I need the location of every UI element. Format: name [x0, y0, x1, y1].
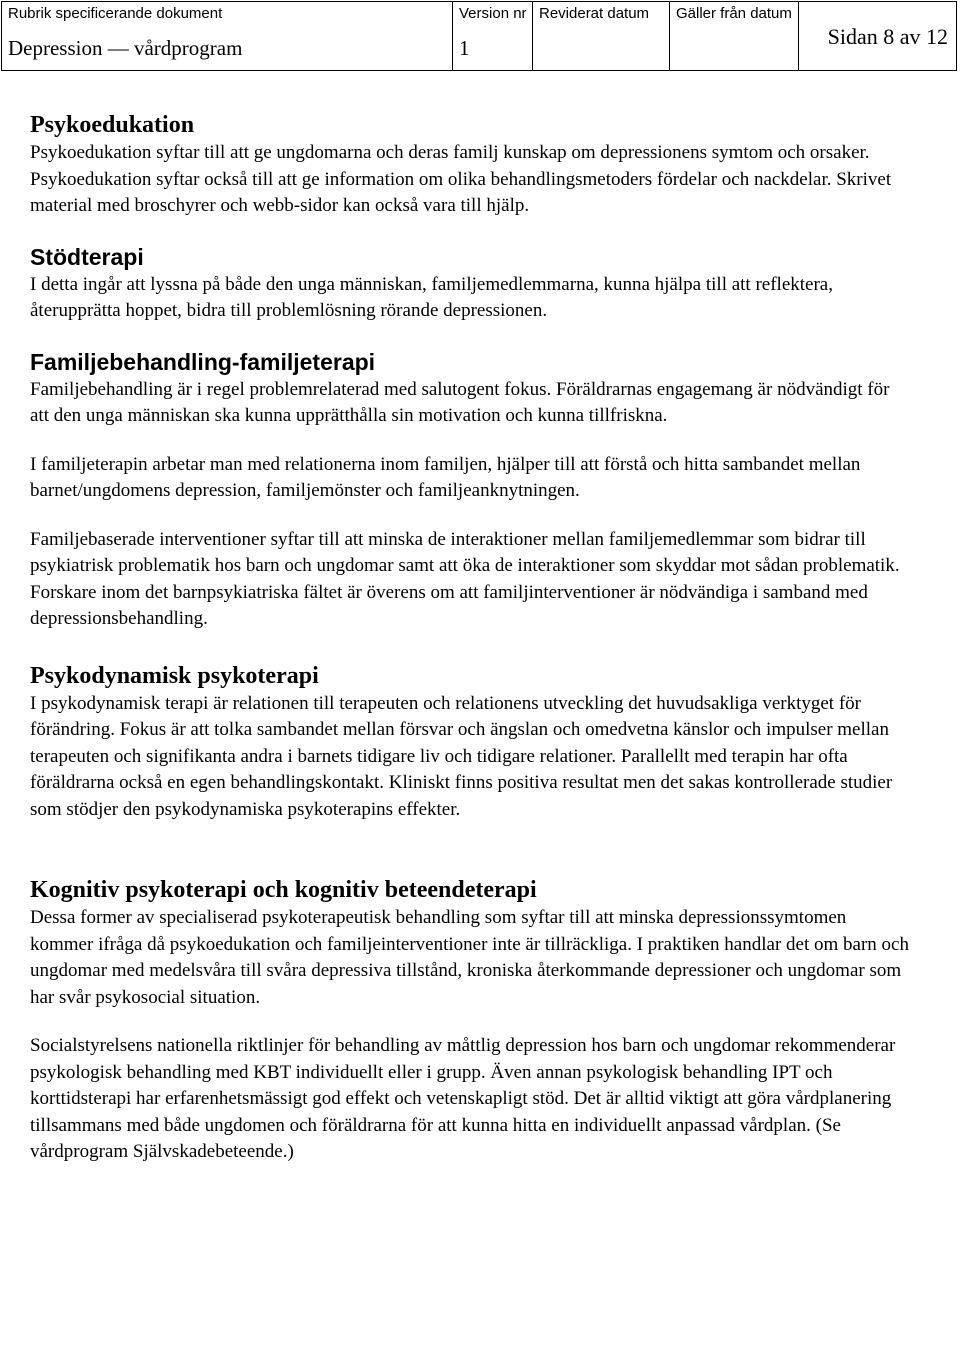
section-psykodynamisk [30, 661, 910, 824]
doc-type-label: Rubrik specificerande dokument [8, 5, 223, 22]
heading-stodterapi: Stödterapi [30, 243, 144, 270]
section-psykoedukation [30, 110, 910, 220]
version-value: 1 [459, 36, 470, 60]
section-familjebehandling [30, 347, 910, 633]
paragraph: Socialstyrelsens nationella riktlinjer för behandling av måttlig depression hos barn och ungdomar rekommenderar psykologisk behandling med KBT individuellt eller i grupp. Även annan psykologisk behandling IPT och korttidsterapi har erfarenhetsmässigt god effekt och vetenskapligt stöd. Det är alltid viktigt att göra vårdplanering tillsammans med både ungdomen och föräldrarna för att kunna hitta en individuellt anpassad vårdplan. (Se vårdprogram Självskadebeteende.) [30, 1035, 896, 1162]
paragraph: I familjeterapin arbetar man med relationerna inom familjen, hjälper till att förstå och hitta sambandet mellan barnet/ungdomens depression, familjemönster och familjeanknytningen. [30, 453, 861, 501]
revised-date-label: Reviderat datum [539, 5, 650, 22]
paragraph: Dessa former av specialiserad psykoterapeutisk behandling som syftar till att minska depressionssymtomen kommer ifråga då psykoedukation och familjeinterventioner inte är tillräckliga. I praktiken handlar det om barn och ungdomar med medelsvåra till svåra depressiva tillstånd, kroniska återkommande depressioner och ungdomar som har svår psykosocial situation. [30, 907, 909, 1008]
page-number: Sidan 8 av 12 [827, 24, 948, 49]
paragraph: Familjebehandling är i regel problemrelaterad med salutogent fokus. Föräldrarnas engagemang är nödvändigt för att den unga människan ska kunna upprätthålla sin motivation och kunna tillfriskna. [30, 378, 890, 426]
doc-title: Depression — vårdprogram [8, 36, 243, 60]
header-valid-from-cell [670, 2, 799, 70]
header-page-cell [799, 2, 956, 70]
heading-kognitiv: Kognitiv psykoterapi och kognitiv beteendeterapi [30, 877, 537, 903]
document-body [30, 110, 910, 1166]
heading-psykoedukation: Psykoedukation [30, 112, 195, 138]
heading-familjebehandling: Familjebehandling-familjeterapi [30, 348, 376, 375]
paragraph: Psykoedukation syftar till att ge ungdomarna och deras familj kunskap om depressionens symtom och orsaker. Psykoedukation syftar också till att ge information om olika behandlingsmetoders fördelar och nackdelar. Skrivet material med broschyrer och webb-sidor kan också vara till hjälp. [30, 142, 892, 216]
version-label: Version nr [459, 5, 527, 22]
header-version-cell [453, 2, 533, 70]
heading-psykodynamisk: Psykodynamisk psykoterapi [30, 662, 319, 689]
header-revised-cell [533, 2, 670, 70]
section-stodterapi [30, 242, 910, 325]
paragraph: I psykodynamisk terapi är relationen till terapeuten och relationens utveckling det huvudsakliga verktyget för förändring. Fokus är att tolka sambandet mellan försvar och ängslan och omedvetna känslor och impulser mellan terapeuten och signifikanta andra i barnets tidigare liv och tidigare relationer. Parallellt med terapin har ofta föräldrarna också en egen behandlingskontakt. Kliniskt finns positiva resultat men det sakas kontrollerade studier som stödjer den psykodynamiska psykoterapins effekter. [30, 692, 893, 820]
paragraph: Familjebaserade interventioner syftar till att minska de interaktioner mellan familjemedlemmar som bidrar till psykiatrisk problematik hos barn och ungdomar samt att öka de interaktioner som skyddar mot sådan problematik. Forskare inom det barnpsykiatriska fältet är överens om att familjinterventioner är nödvändiga i samband med depressionsbehandling. [30, 528, 900, 629]
paragraph: I detta ingår att lyssna på både den unga människan, familjemedlemmarna, kunna hjälpa till att reflektera, återupprätta hoppet, bidra till problemlösning rörande depressionen. [30, 273, 833, 321]
section-kognitiv [30, 875, 910, 1166]
header-title-cell [2, 2, 453, 70]
document-header [1, 1, 957, 71]
valid-from-label: Gäller från datum [676, 5, 792, 22]
